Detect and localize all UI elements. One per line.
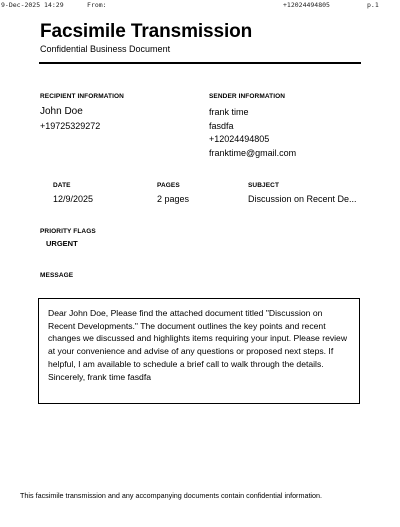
date-value: 12/9/2025 (53, 194, 94, 204)
pages-value: 2 pages (157, 194, 190, 204)
document-title: Facsimile Transmission (40, 21, 253, 42)
recipient-section-label: RECIPIENT INFORMATION (40, 93, 124, 100)
fax-header-from-label: From: (87, 1, 107, 9)
subject-label: SUBJECT (248, 182, 280, 189)
priority-section-label: PRIORITY FLAGS (40, 228, 96, 235)
fax-transmission-header (0, 0, 400, 10)
message-section-label: MESSAGE (40, 272, 74, 279)
subject-value: Discussion on Recent De... (248, 194, 357, 204)
sender-email: franktime@gmail.com (209, 148, 297, 158)
sender-name: frank time (209, 107, 249, 117)
message-body-text: Dear John Doe, Please find the attached document titled "Discussion on Recent Developments." The document outlines the key points and recent changes we discussed and highlights items requiring your input. Please review at your convenience and advise of any questions or proposed next steps. If helpful, I am available to schedule a brief call to walk through the details. Sincerely, frank time fasdfa (48, 308, 348, 382)
sender-company: fasdfa (209, 121, 234, 131)
sender-section-label: SENDER INFORMATION (209, 93, 286, 100)
message-body-box (38, 298, 360, 404)
fax-header-page: p.1 (367, 1, 379, 9)
fax-header-datetime: 9-Dec-2025 14:29 (1, 1, 64, 9)
title-divider (39, 62, 361, 64)
recipient-name: John Doe (40, 106, 83, 117)
pages-label: PAGES (157, 182, 180, 189)
date-label: DATE (53, 182, 71, 189)
priority-flag-urgent: URGENT (46, 239, 78, 248)
document-subtitle: Confidential Business Document (40, 44, 171, 54)
recipient-phone: +19725329272 (40, 121, 101, 131)
fax-header-number: +12024494805 (283, 1, 330, 9)
confidentiality-footer: This facsimile transmission and any accompanying documents contain confidential information. (20, 491, 323, 500)
sender-phone: +12024494805 (209, 134, 270, 144)
